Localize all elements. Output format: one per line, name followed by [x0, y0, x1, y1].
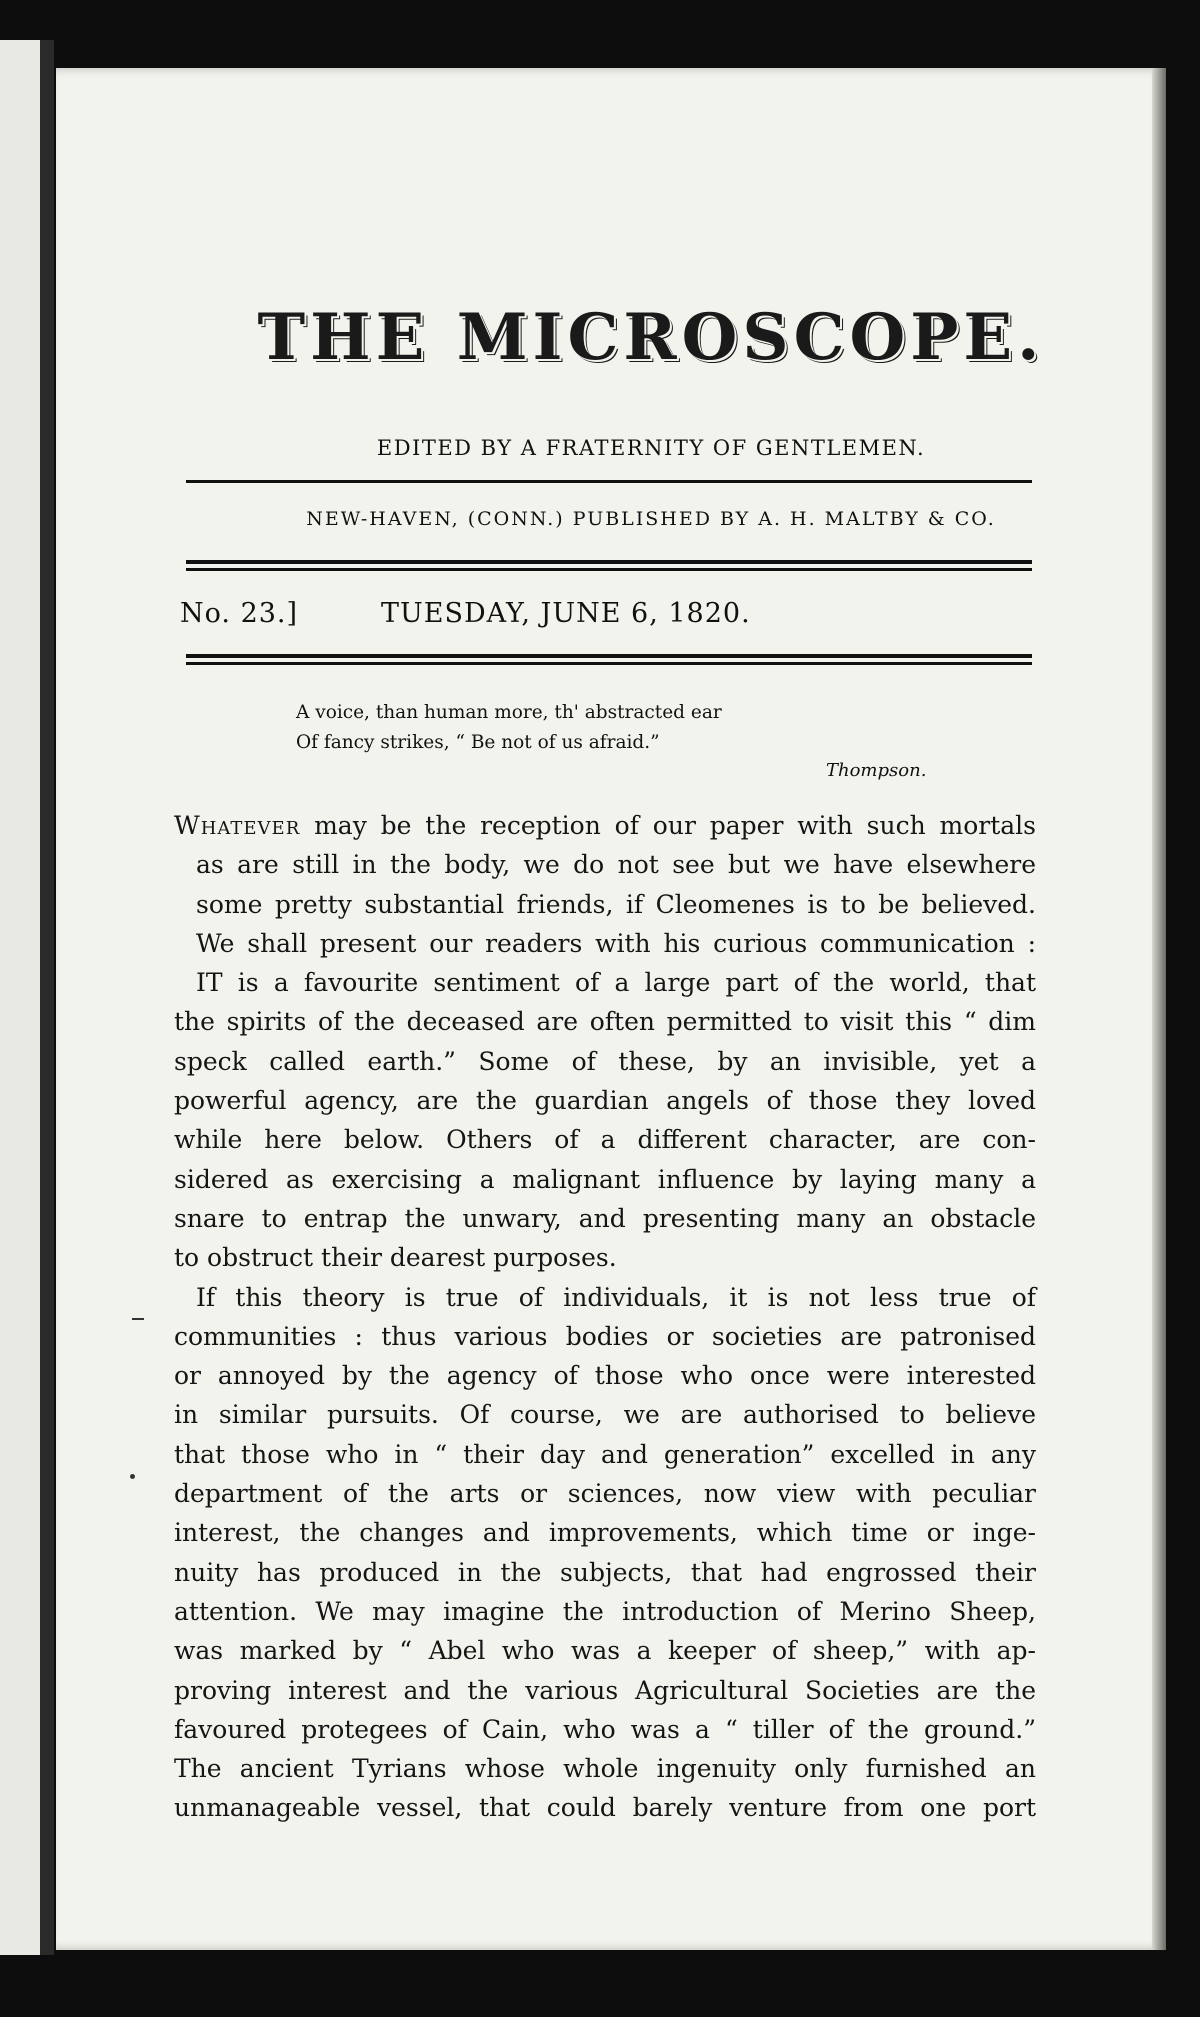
epigraph-line: Of fancy strikes, “ Be not of us afraid.” — [296, 732, 660, 753]
issue-rule-2 — [186, 662, 1032, 665]
body-line: unmanageable vessel, that could barely venture from one port — [174, 1793, 1036, 1823]
body-line: IT is a favourite sentiment of a large part of the world, that — [196, 968, 1036, 998]
article-body — [174, 806, 1036, 1828]
masthead-title: THE MICROSCOPE. — [257, 300, 1045, 375]
body-line: communities : thus various bodies or societies are patronised — [174, 1321, 1036, 1351]
body-line: department of the arts or sciences, now view with peculiar — [174, 1479, 1036, 1509]
body-line: If this theory is true of individuals, it is not less true of — [196, 1282, 1036, 1312]
body-line: to obstruct their dearest purposes. — [174, 1243, 617, 1273]
masthead-rule-double-1 — [186, 560, 1032, 564]
issue-number: No. 23.] — [180, 598, 299, 629]
body-line: attention. We may imagine the introduction of Merino Sheep, — [174, 1596, 1036, 1626]
issue-rule-1 — [186, 654, 1032, 658]
body-line: favoured protegees of Cain, who was a “ tiller of the ground.” — [174, 1714, 1036, 1744]
body-line: powerful agency, are the guardian angels of those they loved — [174, 1086, 1036, 1116]
masthead-rule-double-2 — [186, 568, 1032, 571]
margin-mark — [132, 1318, 144, 1320]
masthead-editors: EDITED BY A FRATERNITY OF GENTLEMEN. — [376, 436, 926, 460]
body-line: or annoyed by the agency of those who once were interested — [174, 1361, 1036, 1391]
body-line: snare to entrap the unwary, and presenting many an obstacle — [174, 1203, 1036, 1233]
body-line: speck called earth.” Some of these, by an invisible, yet a — [174, 1046, 1036, 1076]
body-line: the spirits of the deceased are often permitted to visit this “ dim — [174, 1007, 1036, 1037]
scanned-page — [56, 68, 1166, 1950]
opening-word: Whatever — [174, 811, 301, 840]
margin-dot — [130, 1474, 135, 1479]
body-line: some pretty substantial friends, if Cleomenes is to be believed. — [196, 889, 1036, 919]
body-line: as are still in the body, we do not see but we have elsewhere — [196, 850, 1036, 880]
masthead-publisher: NEW-HAVEN, (CONN.) PUBLISHED BY A. H. MALTBY & CO. — [306, 508, 996, 530]
binding-shadow — [40, 40, 54, 1955]
epigraph-author: Thompson. — [826, 760, 927, 781]
body-line: interest, the changes and improvements, which time or inge- — [174, 1518, 1036, 1548]
body-line: Whatever may be the reception of our paper with such mortals — [174, 811, 1036, 840]
body-line: that those who in “ their day and generation” excelled in any — [174, 1439, 1036, 1469]
epigraph — [296, 698, 722, 758]
body-line: in similar pursuits. Of course, we are authorised to believe — [174, 1400, 1036, 1430]
body-line: The ancient Tyrians whose whole ingenuity only furnished an — [174, 1754, 1036, 1784]
body-line: nuity has produced in the subjects, that had engrossed their — [174, 1557, 1036, 1587]
body-line: We shall present our readers with his curious communication : — [196, 928, 1036, 958]
masthead-rule-top — [186, 480, 1032, 483]
issue-date: TUESDAY, JUNE 6, 1820. — [381, 598, 751, 629]
epigraph-line: A voice, than human more, th' abstracted ear — [296, 702, 722, 723]
body-line: sidered as exercising a malignant influence by laying many a — [174, 1164, 1036, 1194]
body-line: while here below. Others of a different character, are con- — [174, 1125, 1036, 1155]
body-line: proving interest and the various Agricultural Societies are the — [174, 1675, 1036, 1705]
body-line: was marked by “ Abel who was a keeper of sheep,” with ap- — [174, 1636, 1036, 1666]
